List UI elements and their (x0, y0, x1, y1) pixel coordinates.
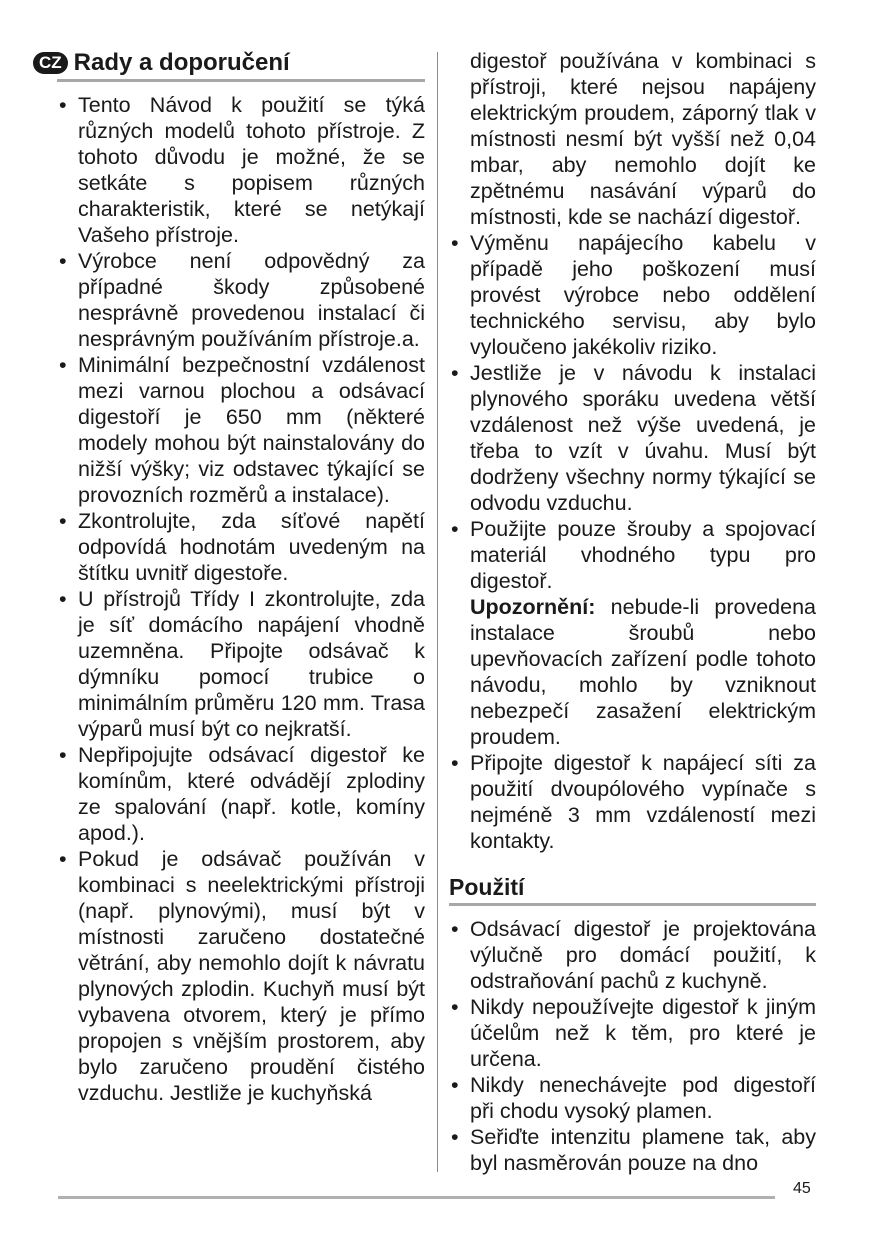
list-item: • Výměnu napájecího kabelu v případě jeho poškození musí provést výrobce nebo oddělení technického servisu, aby bylo vyloučeno jakékoliv riziko. (449, 230, 816, 360)
left-column (39, 48, 425, 1106)
list-item: • Použijte pouze šrouby a spojovací materiál vhodného typu pro digestoř. (449, 516, 816, 594)
warning-paragraph (449, 594, 816, 750)
list-item: • Nikdy nenechávejte pod digestoří při chodu vysoký plamen. (449, 1072, 816, 1124)
column-divider (437, 52, 438, 1172)
warning-text: nebude-li provedena instalace šroubů nebo upevňovacích zařízení podle tohoto návodu, mohlo by vzniknout nebezpečí zasažení elektrickým proudem. (470, 595, 816, 749)
list-item: • Pokud je odsávač používán v kombinaci s neelektrickými přístroji (např. plynovými), musí být v místnosti zaručeno dostatečné větrání, aby nemohlo dojít k návratu plynových zplodin. Kuchyň musí být vybavena otvorem, který je přímo propojen s vnějším prostorem, aby bylo zaručeno proudění čistého vzduchu. Jestliže je kuchyňská (57, 846, 425, 1106)
list-item: • Nikdy nepoužívejte digestoř k jiným účelům než k těm, pro které je určena. (449, 994, 816, 1072)
advice-list (57, 92, 425, 1106)
usage-section (449, 872, 816, 1176)
warning-label: Upozornění: (470, 595, 596, 619)
list-item: • Seřiďte intenzitu plamene tak, aby byl nasměrován pouze na dno (449, 1124, 816, 1176)
list-item: • Zkontrolujte, zda síťové napětí odpovídá hodnotám uvedeným na štítku uvnitř digestoře. (57, 508, 425, 586)
advice-list-end (449, 750, 816, 854)
section-title-advice: Rady a doporučení (73, 49, 290, 76)
list-item: • Připojte digestoř k napájecí síti za použití dvoupólového vypínače s nejméně 3 mm vzdáleností mezi kontakty. (449, 750, 816, 854)
list-item: • Tento Návod k použití se týká různých modelů tohoto přístroje. Z tohoto důvodu je možné, že se setkáte s popisem různých charakteristik, které se netýkají Vašeho přístroje. (57, 92, 425, 248)
list-item: • Výrobce není odpovědný za případné škody způsobené nesprávně provedenou instalací či nesprávným používáním přístroje.a. (57, 248, 425, 352)
list-item: • Odsávací digestoř je projektována výlučně pro domácí použití, k odstraňování pachů z kuchyně. (449, 916, 816, 994)
list-item: • Minimální bezpečnostní vzdálenost mezi varnou plochou a odsávací digestoří je 650 mm (některé modely mohou být nainstalovány do nižší výšky; viz odstavec týkající se provozních rozměrů a instalace). (57, 352, 425, 508)
language-badge: CZ (33, 52, 68, 74)
section-title-usage: Použití (449, 874, 525, 900)
list-item: • U přístrojů Třídy I zkontrolujte, zda je síť domácího napájení vhodně uzemněna. Připojte odsávač k dýmníku pomocí trubice o minimálním průměru 120 mm. Trasa výparů musí být co nejkratší. (57, 586, 425, 742)
continuation-paragraph: digestoř používána v kombinaci s přístroji, které nejsou napájeny elektrickým proudem, záporný tlak v místnosti nesmí být vyšší než 0,04 mbar, aby nemohlo dojít ke zpětnému nasávání výparů do místnosti, kde se nachází digestoř. (470, 49, 816, 229)
list-item: • Nepřipojujte odsávací digestoř ke komínům, které odvádějí zplodiny ze spalování (např. kotle, komíny apod.). (57, 742, 425, 846)
section-heading-advice (39, 48, 425, 82)
page-number: 45 (793, 1180, 811, 1197)
section-heading-usage (449, 872, 816, 906)
usage-list (449, 916, 816, 1176)
right-column (449, 48, 816, 1176)
list-item: • Jestliže je v návodu k instalaci plynového sporáku uvedena větší vzdálenost než výše uvedená, je třeba to vzít v úvahu. Musí být dodrženy všechny normy týkající se odvodu vzduchu. (449, 360, 816, 516)
footer-rule (58, 1196, 775, 1199)
advice-list-continued (449, 230, 816, 594)
